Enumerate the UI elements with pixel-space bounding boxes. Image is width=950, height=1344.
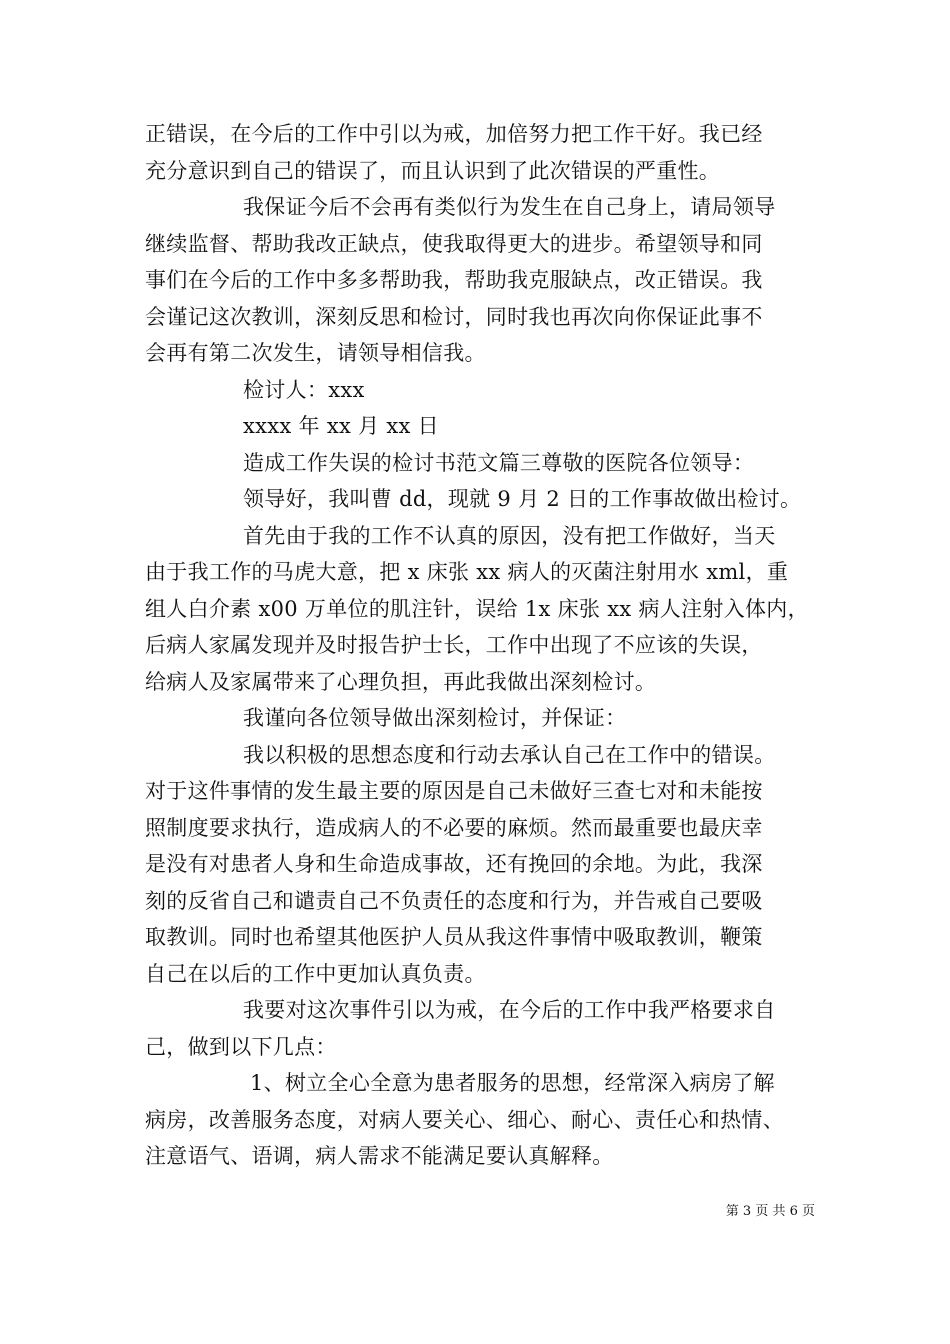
text-line: 是没有对患者人身和生命造成事故，还有挽回的余地。为此，我深 (145, 852, 763, 876)
text-line: 给病人及家属带来了心理负担，再此我做出深刻检讨。 (145, 669, 657, 694)
text-line: 检讨人：xxx (243, 377, 365, 402)
text-line: 领导好，我叫曹 dd，现就 9 月 2 日的工作事故做出检讨。 (243, 487, 802, 511)
text-line: xxxx 年 xx 月 xx 日 (243, 414, 439, 438)
text-line: 自己在以后的工作中更加认真负责。 (145, 961, 486, 986)
text-line: 组人白介素 x00 万单位的肌注针，误给 1x 床张 xx 病人注射入体内， (145, 596, 809, 621)
text-line: 己，做到以下几点： (145, 1034, 337, 1059)
text-line: 造成工作失误的检讨书范文篇三尊敬的医院各位领导： (243, 450, 755, 475)
text-line: 注意语气、语调，病人需求不能满足要认真解释。 (145, 1144, 614, 1168)
text-line: 会再有第二次发生，请领导相信我。 (145, 341, 486, 365)
text-line: 病房，改善服务态度，对病人要关心、细心、耐心、责任心和热情、 (145, 1107, 784, 1132)
text-line: 我谨向各位领导做出深刻检讨，并保证： (243, 706, 627, 730)
text-line: 我保证今后不会再有类似行为发生在自己身上，请局领导 (243, 195, 776, 219)
text-line: 会谨记这次教训，深刻反思和检讨，同时我也再次向你保证此事不 (145, 304, 763, 329)
text-line: 继续监督、帮助我改正缺点，使我取得更大的进步。希望领导和同 (145, 231, 763, 256)
text-line: 对于这件事情的发生最主要的原因是自己未做好三查七对和未能按 (145, 779, 763, 803)
text-line: 我要对这次事件引以为戒，在今后的工作中我严格要求自 (243, 998, 776, 1022)
document-body (145, 116, 815, 1175)
page-footer: 第 3 页 共 6 页 (725, 1204, 815, 1219)
text-line: 由于我工作的马虎大意，把 x 床张 xx 病人的灭菌注射用水 xml，重 (145, 560, 789, 584)
text-line: 1、树立全心全意为患者服务的思想，经常深入病房了解 (250, 1071, 775, 1095)
text-line: 充分意识到自己的错误了，而且认识到了此次错误的严重性。 (145, 158, 721, 183)
text-line: 我以积极的思想态度和行动去承认自己在工作中的错误。 (243, 742, 776, 767)
text-line: 照制度要求执行，造成病人的不必要的麻烦。然而最重要也最庆幸 (145, 815, 763, 840)
text-line: 刻的反省自己和谴责自己不负责任的态度和行为，并告戒自己要吸 (145, 888, 763, 913)
text-line: 首先由于我的工作不认真的原因，没有把工作做好，当天 (243, 523, 776, 548)
text-line: 事们在今后的工作中多多帮助我，帮助我克服缺点，改正错误。我 (145, 268, 763, 292)
text-line: 取教训。同时也希望其他医护人员从我这件事情中吸取教训，鞭策 (145, 925, 763, 949)
text-line: 正错误，在今后的工作中引以为戒，加倍努力把工作干好。我已经 (145, 122, 763, 146)
text-line: 后病人家属发现并及时报告护士长，工作中出现了不应该的失误， (145, 633, 763, 657)
